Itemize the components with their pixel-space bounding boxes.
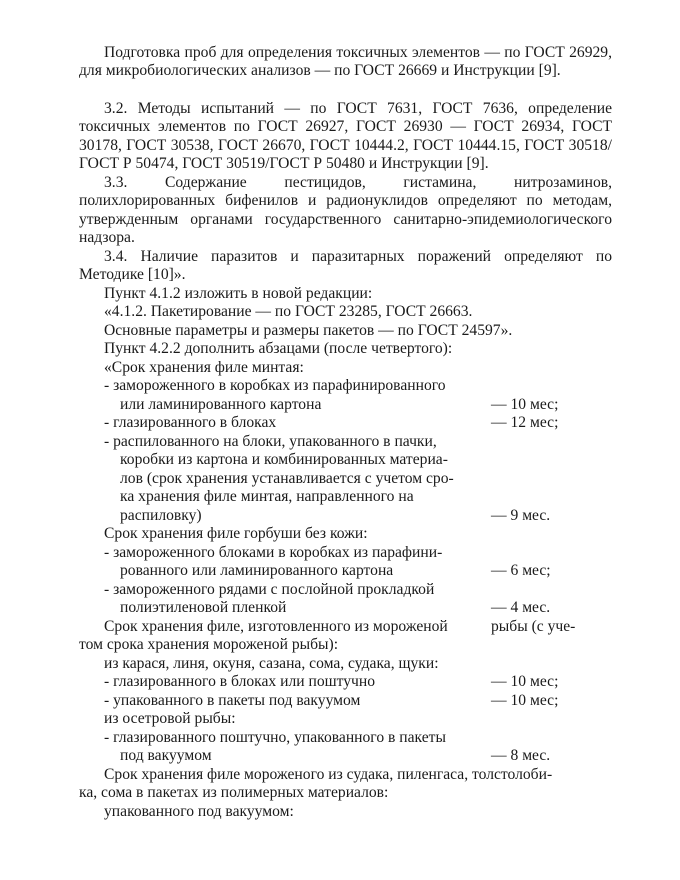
term-value: — 10 мес; <box>491 673 559 690</box>
term-value: — 12 мес; <box>491 414 559 431</box>
term-value: — 10 мес; <box>491 396 559 413</box>
list-item-frozen-blocks-boxes: - замороженного блоками в коробках из парафини- <box>104 544 443 561</box>
heading-frozen-fish-fillet-end: рыбы (с уче- <box>491 618 576 635</box>
list-item-sawn-blocks-cont: лов (срок хранения устанавливается с учетом сро- <box>120 470 454 487</box>
subheading-vacuum-packed: упакованного под вакуумом: <box>104 803 294 820</box>
heading-pink-salmon-fillet: Срок хранения филе горбуши без кожи: <box>104 525 368 542</box>
list-item-sawn-blocks: - распилованного на блоки, упакованного в пачки, <box>104 433 437 450</box>
heading-frozen-fish-fillet-cont: том срока хранения мороженой рыбы): <box>79 636 339 653</box>
amendment-line-package-params: Основные параметры и размеры пакетов — по ГОСТ 24597». <box>104 322 513 339</box>
list-item-frozen-rows: - замороженного рядами с послойной прокладкой <box>104 581 435 598</box>
heading-pollock-fillet: «Срок хранения филе минтая: <box>104 359 304 376</box>
list-item-glazed-piece-packed: - глазированного поштучно, упакованного в пакеты <box>104 729 446 746</box>
term-value: — 4 мес. <box>491 599 551 616</box>
subheading-sturgeon: из осетровой рыбы: <box>104 710 236 727</box>
term-value: — 6 мес; <box>491 562 551 579</box>
subheading-freshwater-fish: из карася, линя, окуня, сазана, сома, судака, щуки: <box>104 655 439 672</box>
list-item-sawn-blocks-cont: ка хранения филе минтая, направленного на <box>120 488 414 505</box>
term-value: — 8 мес. <box>491 747 551 764</box>
heading-polymer-packed-fillet: Срок хранения филе мороженого из судака, пиленгаса, толстолоби- <box>104 766 553 783</box>
term-value: — 10 мес; <box>491 692 559 709</box>
term-value: — 9 мес. <box>491 507 551 524</box>
list-item-glazed-piece-packed-cont: под вакуумом <box>120 747 212 764</box>
list-item-glazed-blocks-or-piece: - глазированного в блоках или поштучно <box>104 673 376 690</box>
paragraph-3-2-test-methods: 3.2. Методы испытаний — по ГОСТ 7631, ГОСТ 7636, определение токсичных элементов по ГОСТ 26927, ГОСТ 26930 — ГОСТ 26934, ГОСТ 30178, ГОСТ 30538, ГОСТ 26670, ГОСТ 10444.2, ГОСТ 10444.15, ГОСТ 30518/ГОСТ Р 50474, ГОСТ 30519/ГОСТ Р 50480 и Инструкции [9]. <box>79 100 612 173</box>
amendment-line-4-2-2: Пункт 4.2.2 дополнить абзацами (после четвертого): <box>104 340 453 357</box>
paragraph-3-3-pesticides: 3.3. Содержание пестицидов, гистамина, нитрозаминов, полихлорированных бифенилов и радионуклидов определяют по методам, утвержденным органами государственного санитарно-эпидемиологического надзора. <box>79 174 612 247</box>
amendment-line-4-1-2: Пункт 4.1.2 изложить в новой редакции: <box>104 285 373 302</box>
amendment-line-packaging: «4.1.2. Пакетирование — по ГОСТ 23285, ГОСТ 26663. <box>104 303 473 320</box>
list-item-glazed-blocks: - глазированного в блоках <box>104 414 277 431</box>
paragraph-3-4-parasites: 3.4. Наличие паразитов и паразитарных поражений определяют по Методике [10]». <box>79 248 612 284</box>
list-item-frozen-blocks-boxes-cont: рованного или ламинированного картона <box>120 562 394 579</box>
list-item-frozen-rows-cont: полиэтиленовой пленкой <box>120 599 287 616</box>
heading-frozen-fish-fillet: Срок хранения филе, изготовленного из мороженой <box>104 618 448 635</box>
list-item-sawn-blocks-cont: коробки из картона и комбинированных материа- <box>120 451 448 468</box>
list-item-frozen-boxes-cont: или ламинированного картона <box>120 396 322 413</box>
paragraph-sample-preparation: Подготовка проб для определения токсичных элементов — по ГОСТ 26929, для микробиологических анализов — по ГОСТ 26669 и Инструкции [9]. <box>79 44 612 80</box>
list-item-vacuum-packed: - упакованного в пакеты под вакуумом <box>104 692 361 709</box>
heading-polymer-packed-fillet-cont: ка, сома в пакетах из полимерных материалов: <box>79 784 389 801</box>
list-item-frozen-boxes: - замороженного в коробках из парафинированного <box>104 377 446 394</box>
list-item-sawn-blocks-cont: распиловку) <box>120 507 202 524</box>
